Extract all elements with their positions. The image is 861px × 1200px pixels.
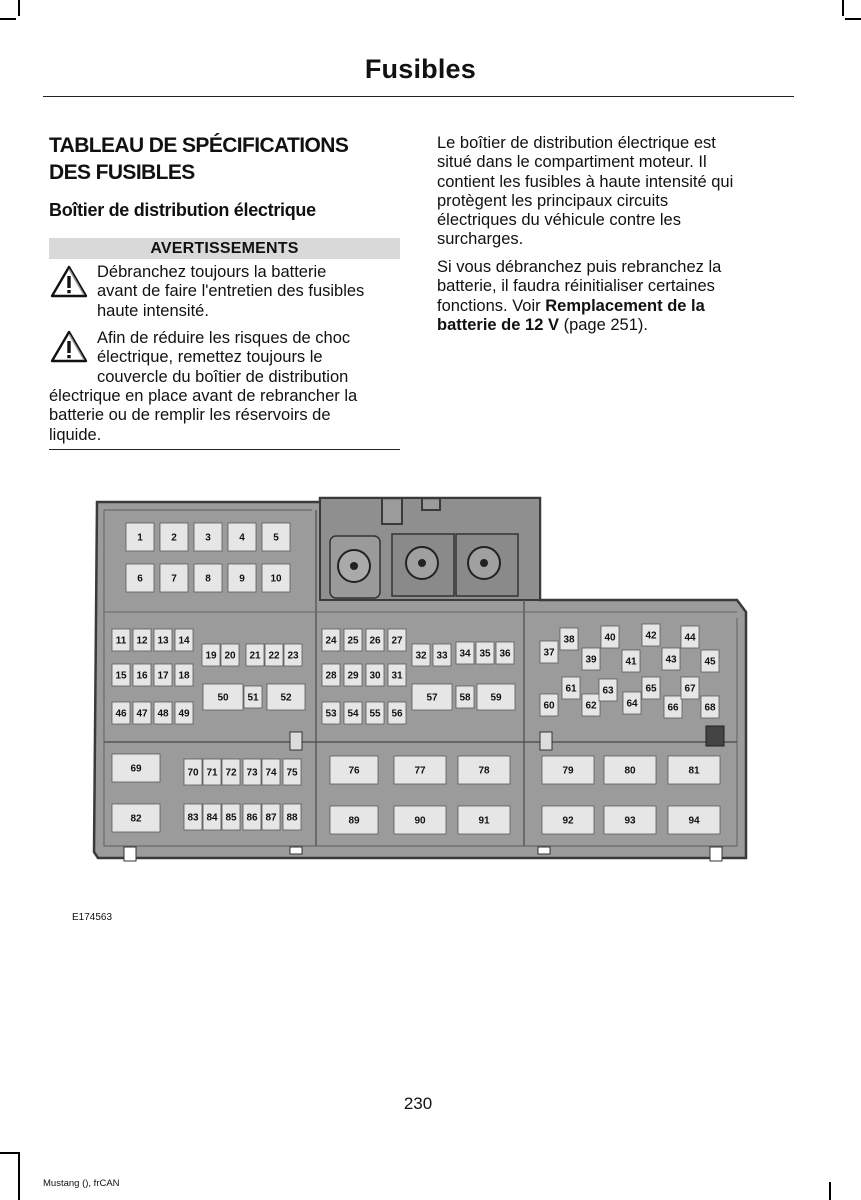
fuse-label-29: 29 (347, 670, 359, 682)
fuse-label-9: 9 (239, 573, 245, 585)
fuse-label-69: 69 (130, 763, 142, 775)
fuse-label-38: 38 (563, 634, 575, 646)
mounting-tab (710, 847, 722, 861)
intro-line: surcharges. (437, 230, 524, 249)
fuse-label-58: 58 (459, 692, 471, 704)
fuse-label-90: 90 (414, 815, 426, 827)
mounting-tab (538, 847, 550, 854)
fuse-label-11: 11 (115, 635, 127, 647)
crop-mark-bottom-right (829, 1182, 831, 1200)
fuse-label-85: 85 (225, 812, 237, 824)
section-heading (49, 132, 409, 186)
fuse-label-84: 84 (206, 812, 218, 824)
fuse-label-31: 31 (391, 670, 403, 682)
crop-mark-top-left-h (0, 18, 16, 20)
mounting-tab (540, 732, 552, 750)
fuse-label-10: 10 (270, 573, 282, 585)
fuse-label-53: 53 (325, 708, 337, 720)
fuse-label-24: 24 (325, 635, 337, 647)
section-heading-line2: DES FUSIBLES (49, 161, 195, 184)
fuse-label-22: 22 (268, 650, 280, 662)
fuse-label-1: 1 (137, 532, 143, 544)
crop-mark-top-right (842, 0, 844, 16)
warning-2-line: Afin de réduire les risques de choc (97, 329, 351, 347)
fuse-label-83: 83 (187, 812, 199, 824)
fuse-label-61: 61 (565, 683, 577, 695)
mounting-tab (706, 726, 724, 746)
fuse-label-28: 28 (325, 670, 337, 682)
fuse-label-25: 25 (347, 635, 359, 647)
relay-stud-center (480, 559, 488, 567)
fuse-box-diagram (92, 496, 752, 881)
fuse-label-14: 14 (178, 635, 190, 647)
fuse-label-50: 50 (217, 692, 229, 704)
intro-line: contient les fusibles à haute intensité qui (437, 172, 734, 191)
fuse-label-89: 89 (348, 815, 360, 827)
fuse-label-74: 74 (265, 767, 277, 779)
fuse-label-68: 68 (704, 702, 716, 714)
fuse-label-92: 92 (562, 815, 574, 827)
document-info: Mustang (), frCAN (43, 1178, 120, 1189)
fuse-label-40: 40 (604, 632, 616, 644)
fuse-label-15: 15 (115, 670, 127, 682)
fuse-label-43: 43 (665, 654, 677, 666)
fuse-label-48: 48 (157, 708, 169, 720)
fuse-label-21: 21 (249, 650, 261, 662)
warning-1-text (97, 263, 402, 321)
warning-2-continuation (49, 387, 405, 445)
fuse-label-3: 3 (205, 532, 211, 544)
fuse-label-23: 23 (287, 650, 299, 662)
fuse-label-36: 36 (499, 648, 511, 660)
fuse-label-73: 73 (246, 767, 258, 779)
fuse-label-54: 54 (347, 708, 359, 720)
fuse-label-72: 72 (225, 767, 237, 779)
fuse-label-55: 55 (369, 708, 381, 720)
fuse-label-87: 87 (265, 812, 277, 824)
fuse-label-8: 8 (205, 573, 211, 585)
reset-text: fonctions. Voir (437, 296, 546, 315)
warning-triangle-icon (50, 330, 88, 364)
fuse-label-65: 65 (645, 683, 657, 695)
fuse-label-57: 57 (426, 692, 438, 704)
relay-stud-center (418, 559, 426, 567)
header-divider (43, 96, 794, 97)
fuse-label-88: 88 (286, 812, 298, 824)
fuse-label-44: 44 (684, 632, 696, 644)
warnings-banner: AVERTISSEMENTS (49, 238, 400, 259)
page-reference: (page 251). (558, 315, 648, 334)
fuse-label-82: 82 (130, 813, 142, 825)
reset-line: Si vous débranchez puis rebranchez la (437, 258, 722, 276)
fuse-label-2: 2 (171, 532, 177, 544)
warning-2-line: électrique, remettez toujours le (97, 348, 323, 367)
intro-line: protègent les principaux circuits (437, 191, 669, 210)
intro-paragraph (437, 134, 787, 250)
fuse-label-19: 19 (205, 650, 217, 662)
fuse-label-76: 76 (348, 765, 360, 777)
fuse-label-46: 46 (115, 708, 127, 720)
fuse-label-20: 20 (224, 650, 236, 662)
fuse-label-62: 62 (585, 700, 597, 712)
reset-line: batterie, il faudra réinitialiser certaines (437, 277, 715, 296)
fuse-label-67: 67 (684, 683, 696, 695)
fuse-label-4: 4 (239, 532, 245, 544)
page-title: Fusibles (364, 54, 476, 84)
battery-replacement-link[interactable]: batterie de 12 V (437, 315, 559, 334)
fuse-label-16: 16 (136, 670, 148, 682)
fuse-label-70: 70 (187, 767, 199, 779)
crop-mark-top-right-h (845, 18, 861, 20)
fuse-label-42: 42 (645, 630, 657, 642)
reset-line (437, 297, 787, 316)
warning-2-text (97, 329, 402, 387)
fuse-label-77: 77 (414, 765, 426, 777)
fuse-label-47: 47 (136, 708, 148, 720)
fuse-label-56: 56 (391, 708, 403, 720)
warnings-bottom-divider (49, 449, 400, 450)
fuse-label-7: 7 (171, 573, 177, 585)
mounting-tab (290, 847, 302, 854)
mounting-tab (124, 847, 136, 861)
fuse-label-52: 52 (280, 692, 292, 704)
fuse-label-41: 41 (625, 656, 637, 668)
reset-line (437, 316, 787, 335)
fuse-label-17: 17 (157, 670, 169, 682)
subsection-heading: Boîtier de distribution électrique (49, 200, 316, 220)
fuse-label-34: 34 (459, 648, 471, 660)
fuse-label-37: 37 (543, 647, 555, 659)
fuse-label-93: 93 (624, 815, 636, 827)
fuse-label-32: 32 (415, 650, 427, 662)
fuse-label-78: 78 (478, 765, 490, 777)
warning-2-line: batterie ou de remplir les réservoirs de (49, 406, 331, 425)
section-heading-line1: TABLEAU DE SPÉCIFICATIONS (49, 134, 349, 157)
battery-replacement-link[interactable]: Remplacement de la (545, 296, 705, 315)
fuse-label-71: 71 (206, 767, 218, 779)
fuse-label-35: 35 (479, 648, 491, 660)
figure-code: E174563 (72, 912, 113, 923)
fuse-label-13: 13 (157, 635, 169, 647)
fuse-label-75: 75 (286, 767, 298, 779)
crop-mark-bottom-left-h (0, 1152, 18, 1154)
mounting-tab (290, 732, 302, 750)
crop-mark-top-left (18, 0, 20, 16)
warning-1-line: haute intensité. (97, 301, 209, 320)
fuse-label-39: 39 (585, 654, 597, 666)
fuse-label-33: 33 (436, 650, 448, 662)
warning-2-line: électrique en place avant de rebrancher la (49, 387, 358, 405)
fuse-label-5: 5 (273, 532, 279, 544)
fuse-label-26: 26 (369, 635, 381, 647)
intro-line: Le boîtier de distribution électrique est (437, 134, 716, 152)
fuse-label-66: 66 (667, 702, 679, 714)
fuse-label-49: 49 (178, 708, 190, 720)
fuse-label-18: 18 (178, 670, 190, 682)
fuse-label-86: 86 (246, 812, 258, 824)
relay-stud-center (350, 562, 358, 570)
warning-1-line: avant de faire l'entretien des fusibles (97, 282, 365, 301)
fuse-label-59: 59 (490, 692, 502, 704)
intro-line: électriques du véhicule contre les (437, 211, 681, 230)
warning-2-line: couvercle du boîtier de distribution (97, 367, 349, 386)
fuse-label-60: 60 (543, 700, 555, 712)
fuse-label-64: 64 (626, 698, 638, 710)
fuse-label-51: 51 (247, 692, 259, 704)
fuse-label-91: 91 (478, 815, 490, 827)
fuse-label-30: 30 (369, 670, 381, 682)
fuse-label-27: 27 (391, 635, 403, 647)
warning-2-line: liquide. (49, 425, 102, 444)
crop-mark-bottom-left (18, 1152, 20, 1200)
fuse-label-80: 80 (624, 765, 636, 777)
fuse-label-94: 94 (688, 815, 700, 827)
fuse-label-12: 12 (136, 635, 148, 647)
fuse-label-45: 45 (704, 656, 716, 668)
intro-line: situé dans le compartiment moteur. Il (437, 153, 707, 172)
warning-triangle-icon (50, 265, 88, 299)
reset-paragraph (437, 258, 787, 335)
page-number: 230 (403, 1094, 433, 1113)
fuse-label-63: 63 (602, 685, 614, 697)
fuse-label-6: 6 (137, 573, 143, 585)
fuse-label-81: 81 (688, 765, 700, 777)
fuse-label-79: 79 (562, 765, 574, 777)
warning-1-line: Débranchez toujours la batterie (97, 263, 327, 281)
